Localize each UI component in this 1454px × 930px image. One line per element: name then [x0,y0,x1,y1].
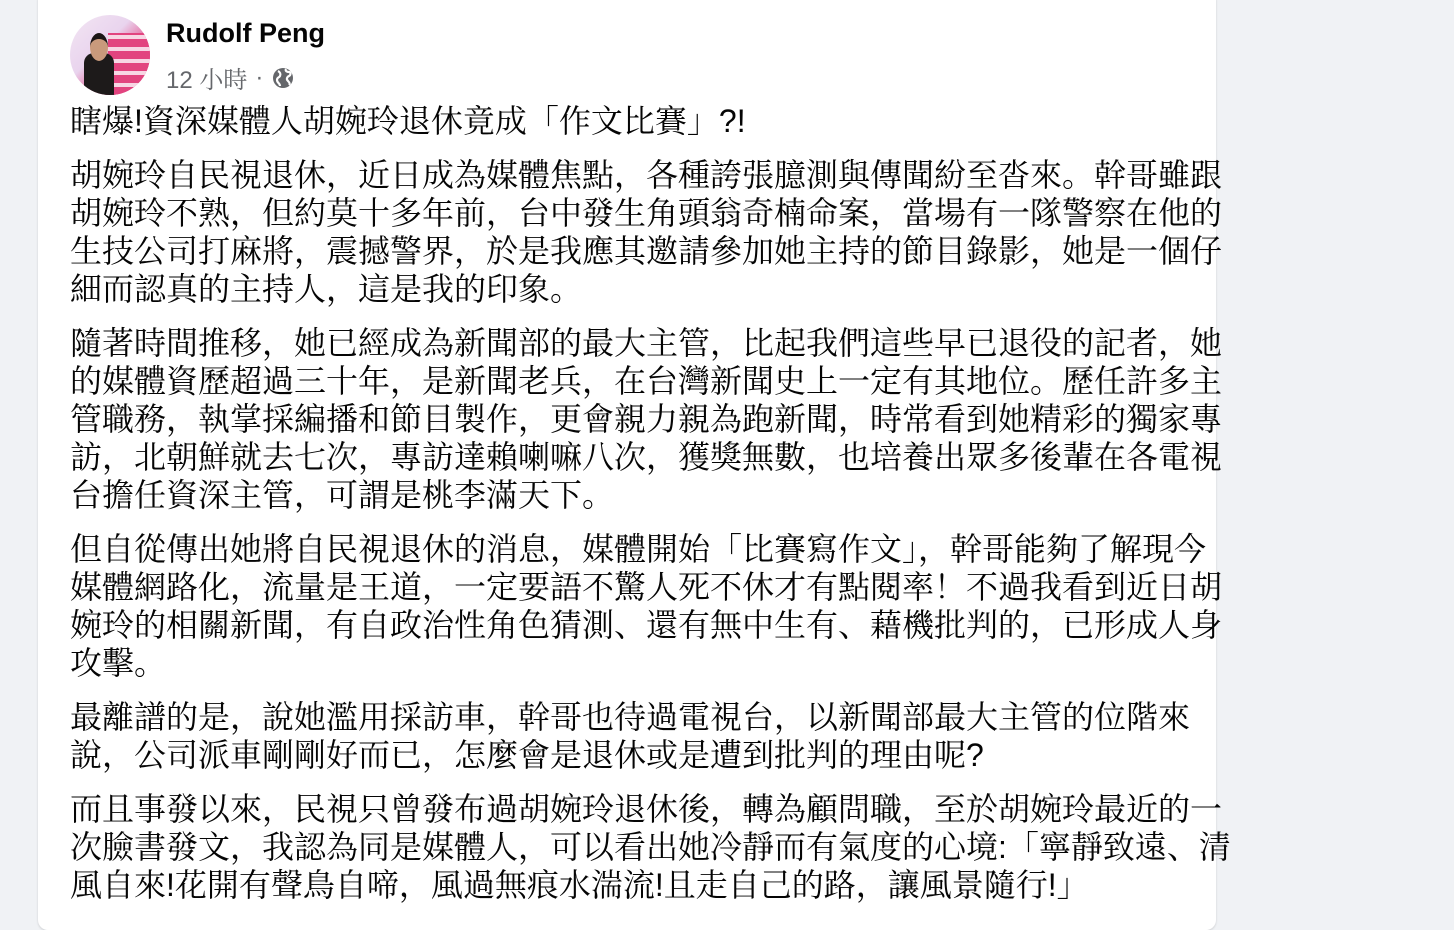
paragraph-line: 訪，北朝鮮就去七次，專訪達賴喇嘛八次，獲獎無數，也培養出眾多後輩在各電視 [70,439,1223,475]
paragraph-line: 的媒體資歷超過三十年，是新聞老兵，在台灣新聞史上一定有其地位。歷任許多主 [70,363,1223,399]
paragraph-line: 風自來!花開有聲鳥自啼，風過無痕水湍流!且走自己的路，讓風景隨行!」 [70,867,1089,903]
post-title: 瞎爆!資深媒體人胡婉玲退休竟成「作文比賽」?! [70,103,746,139]
post-card [38,0,1231,930]
post-paragraph [70,698,1231,774]
post-body [70,102,1231,920]
post-paragraph [70,530,1231,682]
paragraph-line: 細而認真的主持人，這是我的印象。 [70,271,583,307]
post-paragraph [70,790,1231,904]
post-paragraph [70,324,1231,514]
post-meta [166,60,295,95]
paragraph-line: 婉玲的相關新聞，有自政治性角色猜測、還有無中生有、藉機批判的，已形成人身 [70,607,1223,643]
paragraph-line: 最離譜的是，說她濫用採訪車，幹哥也待過電視台，以新聞部最大主管的位階來 [70,699,1191,735]
paragraph-line: 攻擊。 [70,645,167,681]
paragraph-line: 隨著時間推移，她已經成為新聞部的最大主管，比起我們這些早已退役的記者，她 [70,325,1223,361]
paragraph-line: 生技公司打麻將，震撼警界，於是我應其邀請參加她主持的節目錄影，她是一個仔 [70,233,1223,269]
post-paragraph [70,156,1231,308]
paragraph-line: 媒體網路化，流量是王道，一定要語不驚人死不休才有點閱率！不過我看到近日胡 [70,569,1223,605]
paragraph-line: 說，公司派車剛剛好而已，怎麼會是退休或是遭到批判的理由呢? [70,737,984,773]
paragraph-line: 而且事發以來，民視只曾發布過胡婉玲退休後，轉為顧問職，至於胡婉玲最近的一 [70,791,1223,827]
author-avatar[interactable] [70,15,150,95]
paragraph-line: 但自從傳出她將自民視退休的消息，媒體開始「比賽寫作文」，幹哥能夠了解現今 [70,531,1207,567]
paragraph-line: 台擔任資深主管，可謂是桃李滿天下。 [70,477,615,513]
paragraph-line: 管職務，執掌採編播和節目製作，更會親力親為跑新聞，時常看到她精彩的獨家專 [70,401,1223,437]
paragraph-line: 次臉書發文，我認為同是媒體人，可以看出她冷靜而有氣度的心境:「寧靜致遠、清 [70,829,1231,865]
paragraph-line: 胡婉玲自民視退休，近日成為媒體焦點，各種誇張臆測與傳聞紛至沓來。幹哥雖跟 [70,157,1223,193]
paragraph-line: 胡婉玲不熟，但約莫十多年前，台中發生角頭翁奇楠命案，當場有一隊警察在他的 [70,195,1223,231]
meta-separator: · [255,63,264,91]
post-time[interactable]: 12 小時 [166,67,248,94]
globe-icon[interactable] [271,66,295,90]
author-name[interactable]: Rudolf Peng [166,18,325,48]
